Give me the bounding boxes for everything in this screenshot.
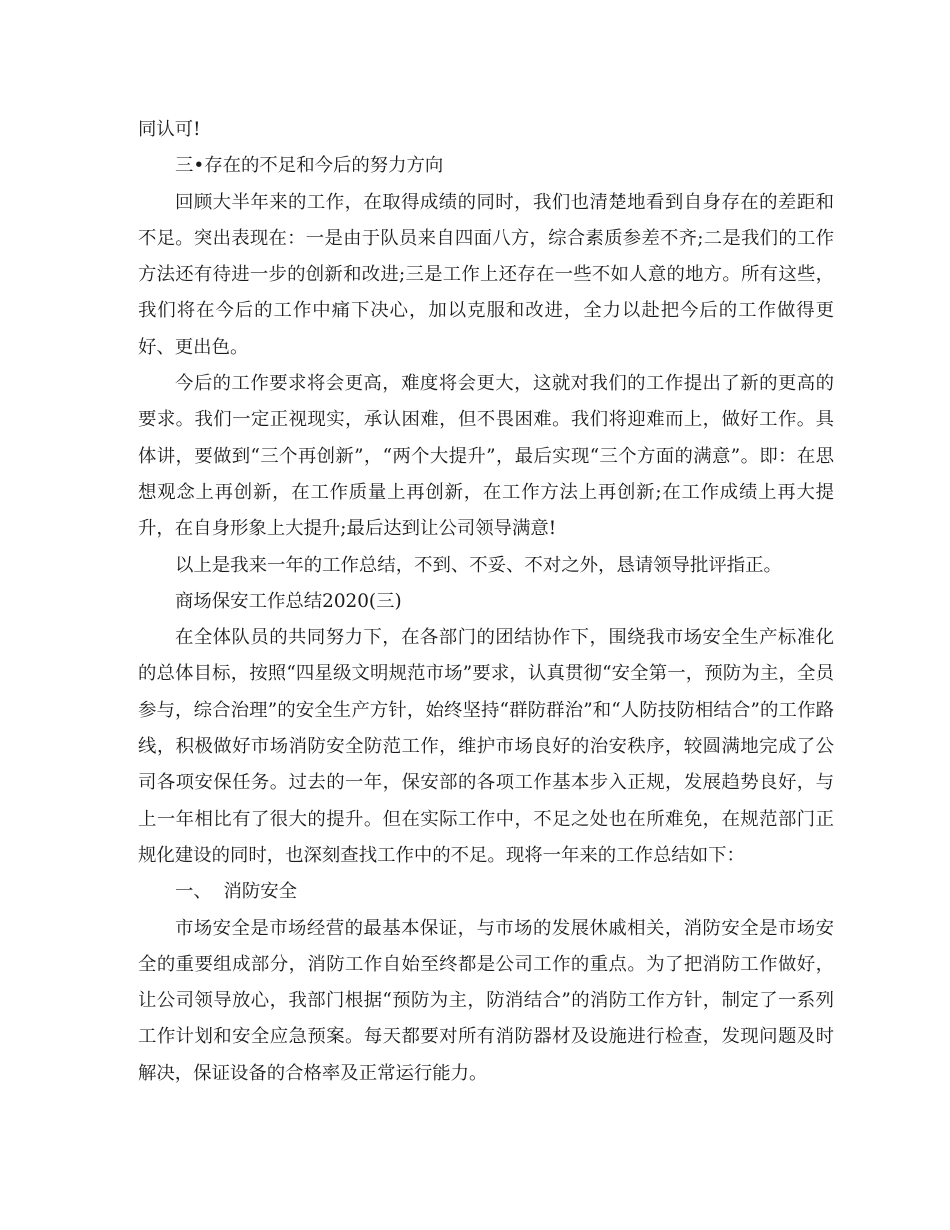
paragraph-continuation: 同认可! xyxy=(138,119,201,140)
paragraph-future-requirements: 今后的工作要求将会更高，难度将会更大，这就对我们的工作提出了新的更高的要求。我们一定正视现实，承认困难，但不畏困难。我们将迎难而上，做好工作。具体讲，要做到“三个再创新”，“两个大提升”，最后实现“三个方面的满意”。即：在思想观念上再创新，在工作质量上再创新，在工作方法上再创新;在工作成绩上再大提升，在自身形象上大提升;最后达到让公司领导满意! xyxy=(138,373,834,540)
paragraph-review: 回顾大半年来的工作，在取得成绩的同时，我们也清楚地看到自身存在的差距和不足。突出表现在：一是由于队员来自四面八方，综合素质参差不齐;二是我们的工作方法还有待进一步的创新和改进;三是工作上还存在一些不如人意的地方。所有这些，我们将在今后的工作中痛下决心，加以克服和改进，全力以赴把今后的工作做得更好、更出色。 xyxy=(138,191,834,358)
section-heading-shortcomings: 三•存在的不足和今后的努力方向 xyxy=(175,155,444,177)
paragraph-introduction: 在全体队员的共同努力下，在各部门的团结协作下，围绕我市场安全生产标准化的总体目标，按照“四星级文明规范市场”要求，认真贯彻“安全第一，预防为主，全员参与，综合治理”的安全生产方针，始终坚持“群防群治”和“人防技防相结合”的工作路线，积极做好市场消防安全防范工作，维护市场良好的治安秩序，较圆满地完成了公司各项安保任务。过去的一年，保安部的各项工作基本步入正规，发展趋势良好，与上一年相比有了很大的提升。但在实际工作中，不足之处也在所难免，在规范部门正规化建设的同时，也深刻查找工作中的不足。现将一年来的工作总结如下： xyxy=(138,627,834,866)
paragraph-closing: 以上是我来一年的工作总结，不到、不妥、不对之外，恳请领导批评指正。 xyxy=(175,554,782,576)
document-body xyxy=(138,112,834,1092)
section-heading-fire-safety: 一、 消防安全 xyxy=(175,881,298,903)
document-subtitle: 商场保安工作总结2020(三) xyxy=(175,590,402,612)
paragraph-fire-safety: 市场安全是市场经营的最基本保证，与市场的发展休戚相关，消防安全是市场安全的重要组成部分，消防工作自始至终都是公司工作的重点。为了把消防工作做好，让公司领导放心，我部门根据“预防为主，防消结合”的消防工作方针，制定了一系列工作计划和安全应急预案。每天都要对所有消防器材及设施进行检查，发现问题及时解决，保证设备的合格率及正常运行能力。 xyxy=(138,917,834,1084)
